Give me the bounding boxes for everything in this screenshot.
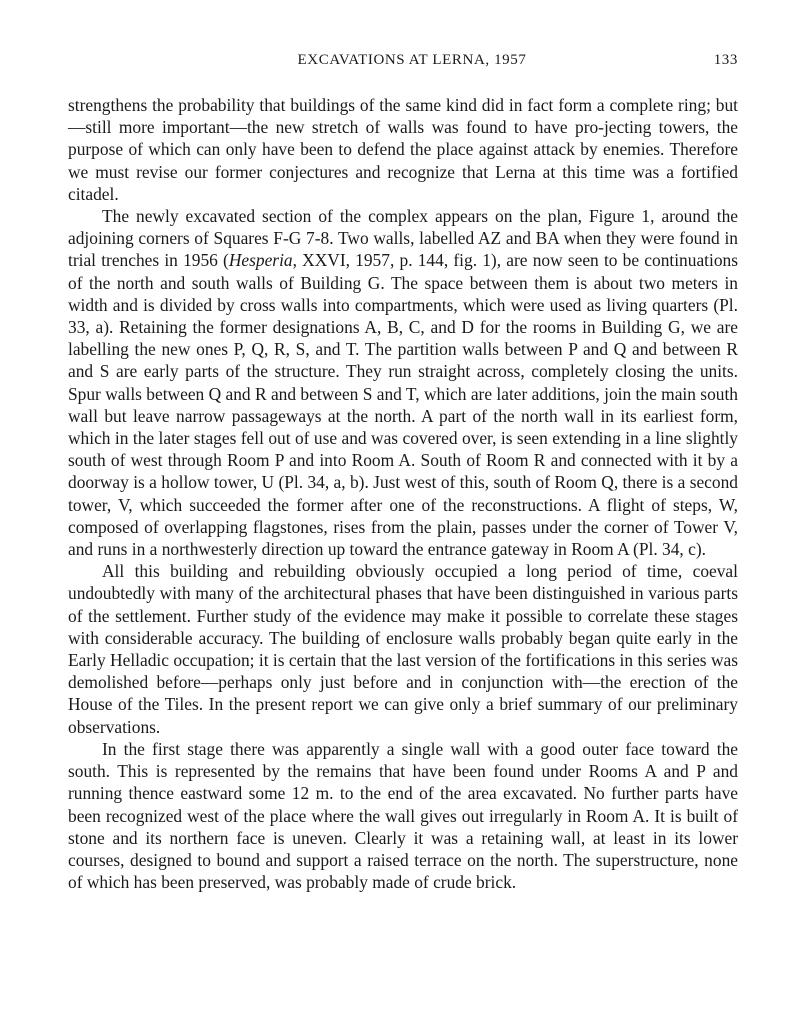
paragraph-4: In the first stage there was apparently a single wall with a good outer face toward the south. This is represented by the remains that have been found under Rooms A and P and running thence eastward some 12 m. to the end of the area excavated. No further parts have been recognized west of the place where the wall gives out irregularly in Room A. It is built of stone and its northern face is uneven. Clearly it was a retaining wall, at least in its lower courses, designed to bound and support a raised terrace on the north. The superstructure, none of which has been preserved, was probably made of crude brick. [68,738,738,893]
page-number: 133 [713,52,738,68]
paragraph-2 [68,205,738,560]
running-title: EXCAVATIONS AT LERNA, 1957 [297,52,527,68]
body-text [68,94,738,893]
journal-title-italic: Hesperia [228,250,293,271]
paragraph-3: All this building and rebuilding obviously occupied a long period of time, coeval undoubtedly with many of the architectural phases that have been distinguished in various parts of the settlement. Further study of the evidence may make it possible to correlate these stages with considerable accuracy. The building of enclosure walls probably began quite early in the Early Helladic occupation; it is certain that the last version of the fortifications in this series was demolished before—perhaps only just before and in conjunction with—the erection of the House of the Tiles. In the present report we can give only a brief summary of our preliminary observations. [68,561,738,737]
running-header [68,52,738,78]
document-page [68,52,738,893]
paragraph-2-text-before: The newly excavated section of the complex appears on the plan, Figure 1, around the adjoining corners of Squares F-G 7-8. Two walls, labelled AZ and BA when they were found in trial trenches in 1956 ( [68,206,738,271]
paragraph-1: strengthens the probability that buildings of the same kind did in fact form a complete ring; but—still more important—the new stretch of walls was found to have pro-jecting towers, the purpose of which can only have been to defend the place against attack by enemies. Therefore we must revise our former conjectures and recognize that Lerna at this time was a fortified citadel. [68,95,738,204]
paragraph-2-text-after: , XXVI, 1957, p. 144, fig. 1), are now seen to be continuations of the north and south walls of Building G. The space between them is about two meters in width and is divided by cross walls into compartments, which were used as living quarters (Pl. 33, a). Retaining the former designations A, B, C, and D for the rooms in Building G, we are labelling the new ones P, Q, R, S, and T. The partition walls between P and Q and between R and S are early parts of the structure. They run straight across, completely closing the units. Spur walls between Q and R and between S and T, which are later additions, join the main south wall but leave narrow passageways at the north. A part of the north wall in its earliest form, which in the later stages fell out of use and was covered over, is seen extending in a line slightly south of west through Room P and into Room A. South of Room R and connected with it by a doorway is a hollow tower, U (Pl. 34, a, b). Just west of this, south of Room Q, there is a second tower, V, which succeeded the former after one of the reconstructions. A flight of steps, W, composed of overlapping flagstones, rises from the plain, passes under the corner of Tower V, and runs in a northwesterly direction up toward the entrance gateway in Room A (Pl. 34, c). [68,250,738,560]
